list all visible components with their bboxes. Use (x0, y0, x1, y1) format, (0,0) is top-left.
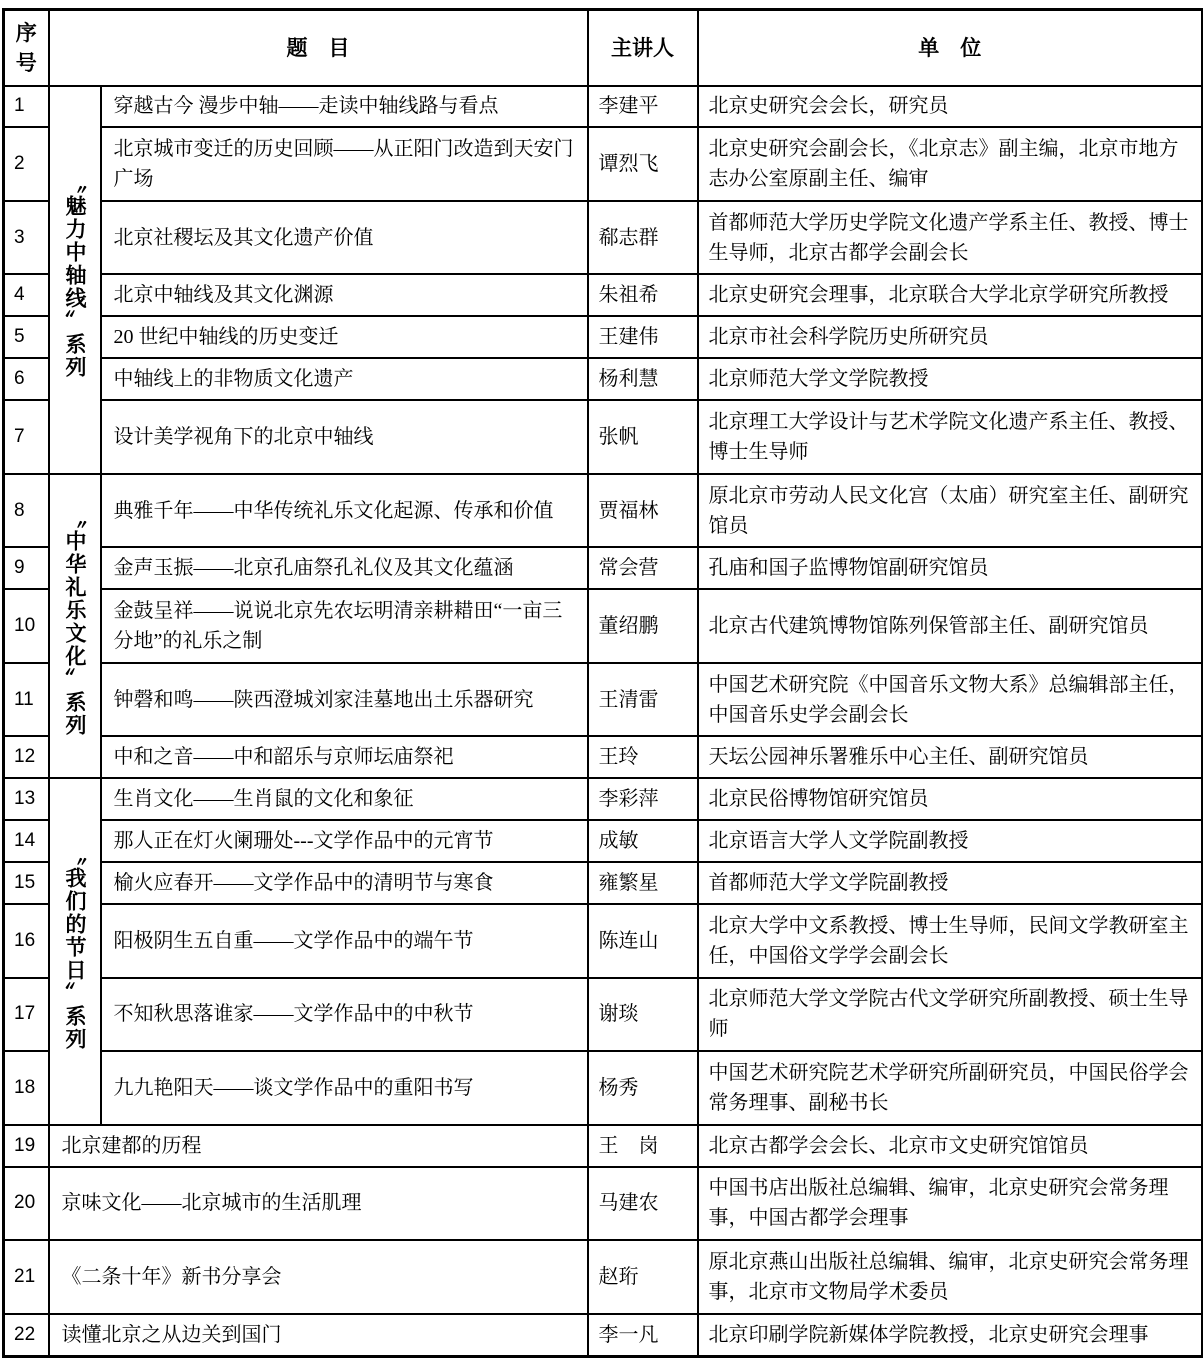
speaker-name: 谢琰 (588, 978, 698, 1051)
table-row (4, 736, 1203, 778)
lecture-title: 不知秋思落谁家——文学作品中的中秋节 (101, 978, 588, 1051)
table-body (4, 86, 1203, 1357)
lecture-title: 金鼓呈祥——说说北京先农坛明清亲耕耤田“一亩三分地”的礼乐之制 (101, 589, 588, 662)
speaker-affiliation: 北京民俗博物馆研究馆员 (698, 778, 1203, 820)
row-number: 7 (4, 400, 49, 473)
speaker-affiliation: 北京大学中文系教授、博士生导师，民间文学教研室主任，中国俗文学学会副会长 (698, 904, 1203, 977)
table-row (4, 778, 1203, 820)
series-group-cell (49, 474, 101, 778)
lecture-title: 典雅千年——中华传统礼乐文化起源、传承和价值 (101, 474, 588, 547)
speaker-affiliation: 中国艺术研究院艺术学研究所副研究员，中国民俗学会常务理事、副秘书长 (698, 1051, 1203, 1124)
row-number: 5 (4, 316, 49, 358)
speaker-affiliation: 天坛公园神乐署雅乐中心主任、副研究馆员 (698, 736, 1203, 778)
speaker-affiliation: 首都师范大学历史学院文化遗产学系主任、教授、博士生导师，北京古都学会副会长 (698, 201, 1203, 274)
row-number: 8 (4, 474, 49, 547)
table-row (4, 1240, 1203, 1313)
table-row (4, 589, 1203, 662)
lecture-title: 北京中轴线及其文化渊源 (101, 274, 588, 316)
table-row (4, 127, 1203, 200)
header-unit: 单 位 (698, 10, 1203, 86)
table-row (4, 663, 1203, 736)
speaker-affiliation: 北京语言大学人文学院副教授 (698, 820, 1203, 862)
lecture-title: 北京城市变迁的历史回顾——从正阳门改造到天安门广场 (101, 127, 588, 200)
table-row (4, 201, 1203, 274)
lecture-title: 金声玉振——北京孔庙祭孔礼仪及其文化蕴涵 (101, 547, 588, 589)
lecture-title: 20 世纪中轴线的历史变迁 (101, 316, 588, 358)
lecture-title: 那人正在灯火阑珊处---文学作品中的元宵节 (101, 820, 588, 862)
lecture-title: 京味文化——北京城市的生活肌理 (49, 1167, 588, 1240)
lecture-title: 北京社稷坛及其文化遗产价值 (101, 201, 588, 274)
lecture-title: 生肖文化——生肖鼠的文化和象征 (101, 778, 588, 820)
row-number: 19 (4, 1125, 49, 1167)
row-number: 20 (4, 1167, 49, 1240)
speaker-affiliation: 北京印刷学院新媒体学院教授，北京史研究会理事 (698, 1314, 1203, 1357)
table-row (4, 358, 1203, 400)
speaker-name: 朱祖希 (588, 274, 698, 316)
table-row (4, 1167, 1203, 1240)
lecture-title: 设计美学视角下的北京中轴线 (101, 400, 588, 473)
speaker-name: 王 岗 (588, 1125, 698, 1167)
lecture-title: 九九艳阳天——谈文学作品中的重阳书写 (101, 1051, 588, 1124)
header-row (4, 10, 1203, 86)
lecture-title: 钟磬和鸣——陕西澄城刘家洼墓地出土乐器研究 (101, 663, 588, 736)
speaker-affiliation: 北京史研究会理事，北京联合大学北京学研究所教授 (698, 274, 1203, 316)
speaker-name: 董绍鹏 (588, 589, 698, 662)
speaker-name: 陈连山 (588, 904, 698, 977)
table-row (4, 1314, 1203, 1357)
row-number: 15 (4, 862, 49, 904)
series-group-label: 〝魅力中轴线〞系列 (63, 171, 87, 379)
speaker-name: 贾福林 (588, 474, 698, 547)
table-row (4, 400, 1203, 473)
lecture-schedule-table (2, 8, 1203, 1358)
series-group-label: 〝我们的节日〞系列 (63, 843, 87, 1051)
table-header (4, 10, 1203, 86)
row-number: 16 (4, 904, 49, 977)
speaker-affiliation: 原北京燕山出版社总编辑、编审，北京史研究会常务理事，北京市文物局学术委员 (698, 1240, 1203, 1313)
header-number: 序号 (4, 10, 49, 86)
lecture-title: 榆火应春开——文学作品中的清明节与寒食 (101, 862, 588, 904)
speaker-name: 李彩萍 (588, 778, 698, 820)
speaker-name: 谭烈飞 (588, 127, 698, 200)
speaker-name: 成敏 (588, 820, 698, 862)
speaker-affiliation: 原北京市劳动人民文化宫（太庙）研究室主任、副研究馆员 (698, 474, 1203, 547)
row-number: 22 (4, 1314, 49, 1357)
row-number: 21 (4, 1240, 49, 1313)
speaker-name: 雍繁星 (588, 862, 698, 904)
speaker-name: 王清雷 (588, 663, 698, 736)
row-number: 1 (4, 86, 49, 128)
speaker-affiliation: 北京师范大学文学院教授 (698, 358, 1203, 400)
speaker-name: 赵珩 (588, 1240, 698, 1313)
speaker-affiliation: 首都师范大学文学院副教授 (698, 862, 1203, 904)
speaker-name: 李建平 (588, 86, 698, 128)
row-number: 18 (4, 1051, 49, 1124)
series-group-label: 〝中华礼乐文化〞系列 (63, 506, 87, 737)
table-row (4, 820, 1203, 862)
lecture-title: 中轴线上的非物质文化遗产 (101, 358, 588, 400)
header-speaker: 主讲人 (588, 10, 698, 86)
speaker-affiliation: 孔庙和国子监博物馆副研究馆员 (698, 547, 1203, 589)
row-number: 2 (4, 127, 49, 200)
speaker-name: 杨利慧 (588, 358, 698, 400)
lecture-title: 中和之音——中和韶乐与京师坛庙祭祀 (101, 736, 588, 778)
row-number: 9 (4, 547, 49, 589)
lecture-title: 阳极阴生五自重——文学作品中的端午节 (101, 904, 588, 977)
header-title: 题 目 (49, 10, 588, 86)
speaker-name: 王玲 (588, 736, 698, 778)
speaker-name: 郗志群 (588, 201, 698, 274)
row-number: 10 (4, 589, 49, 662)
speaker-affiliation: 北京史研究会会长，研究员 (698, 86, 1203, 128)
row-number: 3 (4, 201, 49, 274)
speaker-affiliation: 北京古都学会会长、北京市文史研究馆馆员 (698, 1125, 1203, 1167)
table-row (4, 904, 1203, 977)
row-number: 4 (4, 274, 49, 316)
table-row (4, 274, 1203, 316)
row-number: 6 (4, 358, 49, 400)
series-group-cell (49, 778, 101, 1124)
series-group-cell (49, 86, 101, 474)
speaker-name: 王建伟 (588, 316, 698, 358)
speaker-affiliation: 中国书店出版社总编辑、编审，北京史研究会常务理事，中国古都学会理事 (698, 1167, 1203, 1240)
speaker-name: 常会营 (588, 547, 698, 589)
row-number: 14 (4, 820, 49, 862)
table-row (4, 316, 1203, 358)
table-row (4, 474, 1203, 547)
table-row (4, 1125, 1203, 1167)
lecture-title: 读懂北京之从边关到国门 (49, 1314, 588, 1357)
table-row (4, 86, 1203, 128)
row-number: 17 (4, 978, 49, 1051)
table-row (4, 1051, 1203, 1124)
speaker-name: 张帆 (588, 400, 698, 473)
lecture-title: 《二条十年》新书分享会 (49, 1240, 588, 1313)
speaker-affiliation: 北京古代建筑博物馆陈列保管部主任、副研究馆员 (698, 589, 1203, 662)
speaker-name: 李一凡 (588, 1314, 698, 1357)
lecture-title: 北京建都的历程 (49, 1125, 588, 1167)
row-number: 11 (4, 663, 49, 736)
speaker-affiliation: 中国艺术研究院《中国音乐文物大系》总编辑部主任，中国音乐史学会副会长 (698, 663, 1203, 736)
speaker-affiliation: 北京师范大学文学院古代文学研究所副教授、硕士生导师 (698, 978, 1203, 1051)
row-number: 13 (4, 778, 49, 820)
speaker-name: 杨秀 (588, 1051, 698, 1124)
table-row (4, 978, 1203, 1051)
lecture-title: 穿越古今 漫步中轴——走读中轴线路与看点 (101, 86, 588, 128)
speaker-affiliation: 北京理工大学设计与艺术学院文化遗产系主任、教授、博士生导师 (698, 400, 1203, 473)
table-row (4, 547, 1203, 589)
table-row (4, 862, 1203, 904)
speaker-name: 马建农 (588, 1167, 698, 1240)
speaker-affiliation: 北京史研究会副会长，《北京志》副主编，北京市地方志办公室原副主任、编审 (698, 127, 1203, 200)
row-number: 12 (4, 736, 49, 778)
speaker-affiliation: 北京市社会科学院历史所研究员 (698, 316, 1203, 358)
